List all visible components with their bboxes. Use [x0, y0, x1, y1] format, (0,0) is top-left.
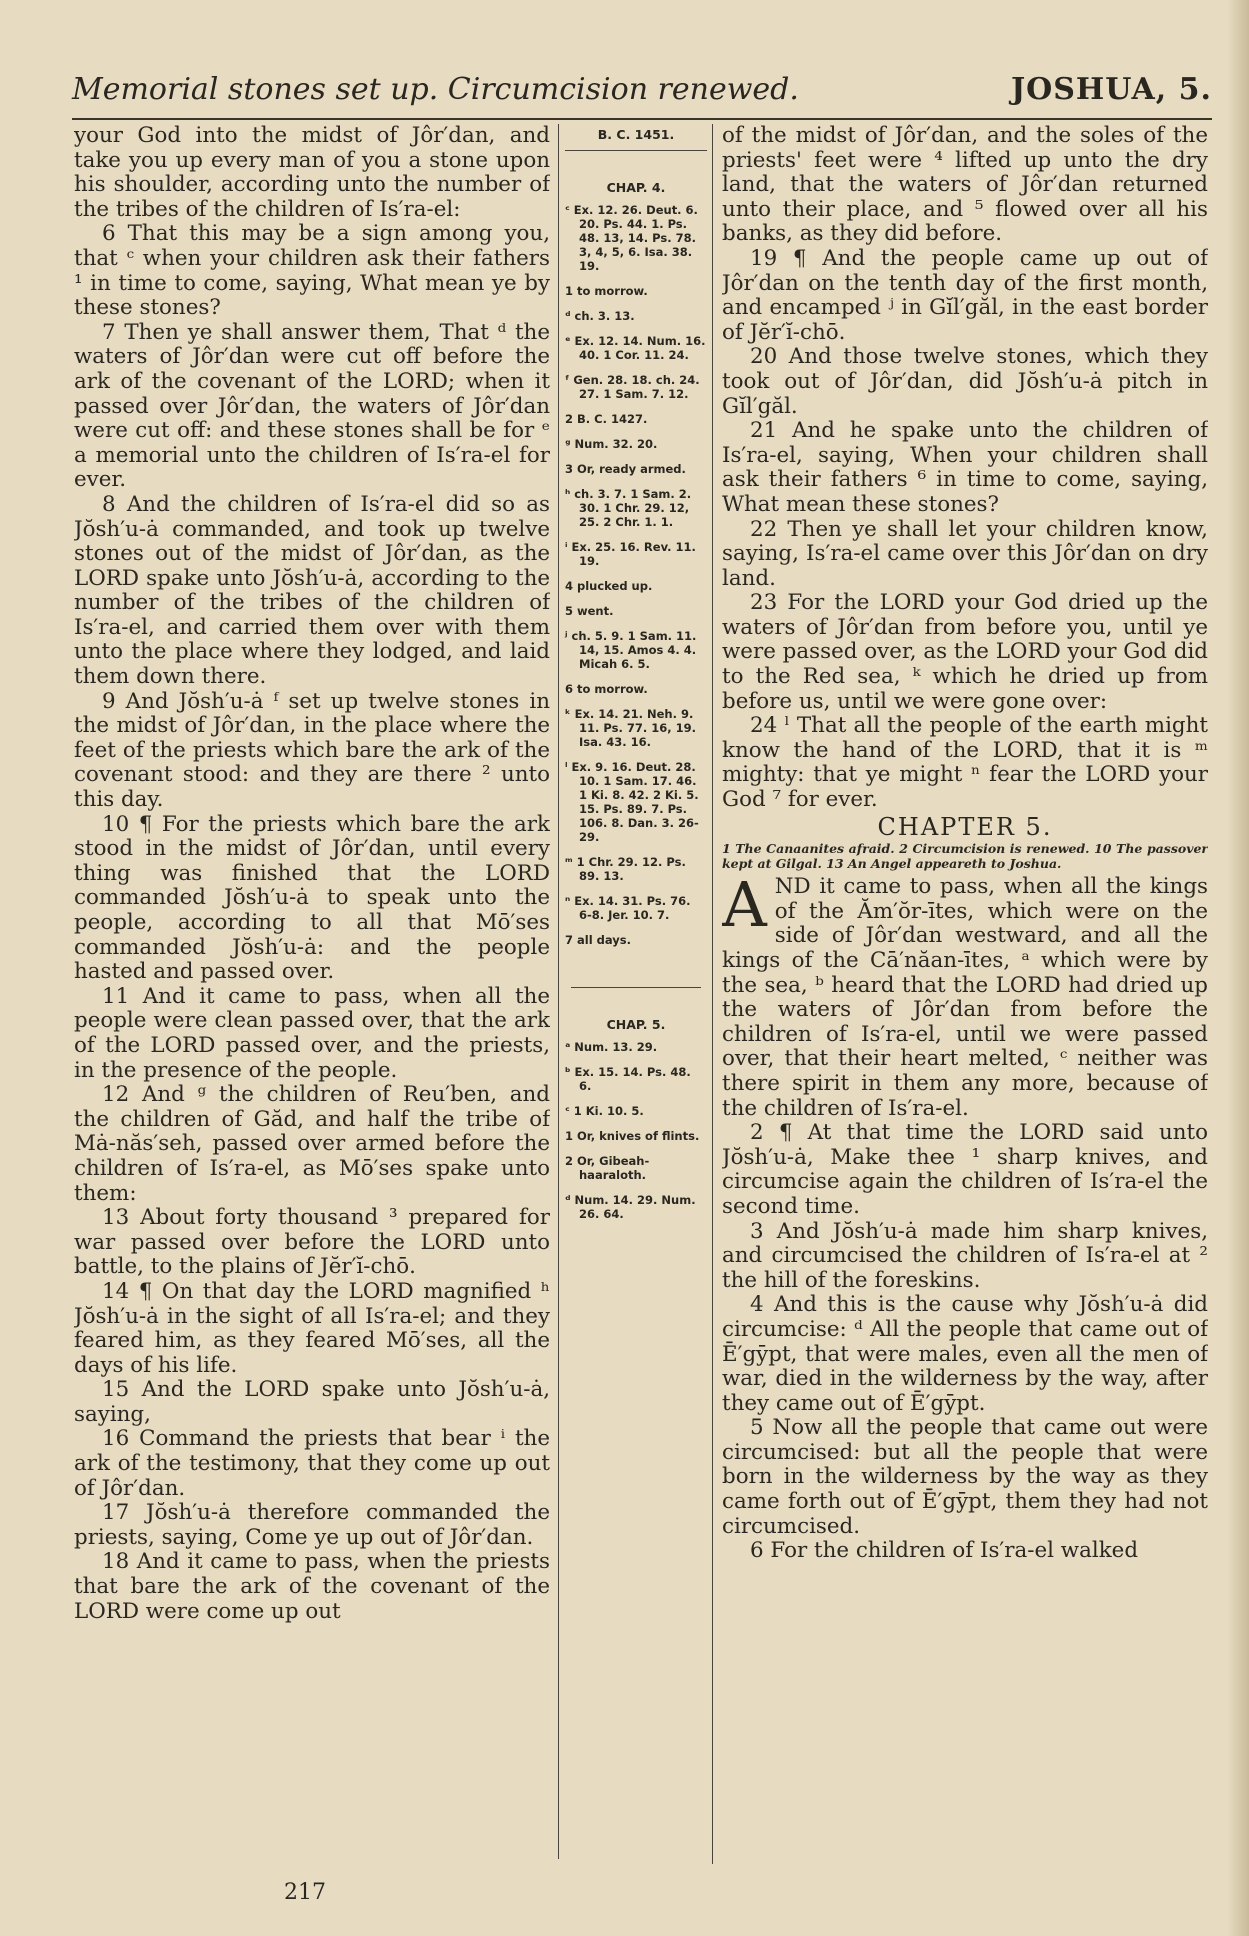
verse-paragraph: 19 ¶ And the people came up out of Jôr′dan on the tenth day of the first month, and encamped ʲ in Gĭl′găl, in the east border of Jĕr′ĭ-chō.: [722, 245, 1208, 345]
verse-paragraph: 20 And those twelve stones, which they took out of Jôr′dan, did Jŏsh′u-ȧ pitch in Gĭl′găl.: [722, 344, 1208, 419]
margin-reference-note: ᵏ Ex. 14. 21. Neh. 9. 11. Ps. 77. 16, 19. Isa. 43. 16.: [565, 707, 696, 749]
margin-reference-note: ᵈ Num. 14. 29. Num. 26. 64.: [565, 1193, 696, 1221]
margin-reference-note: 1 Or, knives of flints.: [565, 1129, 700, 1143]
page-spine-shadow: [1227, 0, 1249, 1936]
drop-cap: A: [722, 868, 767, 942]
chapter-5-summary: 1 The Canaanites afraid. 2 Circumcision is renewed. 10 The passover kept at Gilgal. 13 An Angel appeareth to Joshua.: [722, 841, 1208, 872]
margin-reference-note: ᵉ Ex. 12. 14. Num. 16. 40. 1 Cor. 11. 24.: [565, 334, 706, 362]
verse-paragraph: 13 About forty thousand ³ prepared for war passed over before the LORD unto battle, to the plains of Jĕr′ĭ-chō.: [74, 1205, 550, 1280]
margin-reference-note: ᵈ ch. 3. 13.: [565, 309, 635, 323]
margin-reference-note: 5 went.: [565, 604, 614, 618]
verse-paragraph: ND it came to pass, when all the kings of the Ăm′ŏr-ītes, which were on the side of Jôr′dan westward, and all the kings of the Cā′năan-ītes, ᵃ which were by the sea, ᵇ heard that the LORD had dried up the waters of Jôr′dan from before the children of Is′ra-el, until we were passed over, that their heart melted, ᶜ neither was there spirit in them any more, because of the children of Is′ra-el.: [722, 874, 1208, 1121]
margin-notes-chapter-4: [565, 203, 707, 947]
chapter-5-title: CHAPTER 5.: [877, 812, 1053, 841]
verse-paragraph: 3 And Jŏsh′u-ȧ made him sharp knives, and circumcised the children of Is′ra-el at ² the hill of the foreskins.: [722, 1218, 1208, 1293]
verse-paragraph: 23 For the LORD your God dried up the waters of Jôr′dan from before you, until ye were passed over, as the LORD your God did to the Red sea, ᵏ which he dried up from before us, until we were gone over:: [722, 590, 1208, 714]
verse-paragraph: 11 And it came to pass, when all the people were clean passed over, that the ark of the LORD passed over, and the priests, in the presence of the people.: [74, 983, 550, 1083]
margin-reference-note: 6 to morrow.: [565, 682, 648, 696]
page-number: 217: [284, 1880, 326, 1905]
verse-paragraph: your God into the midst of Jôr′dan, and take you up every man of you a stone upon his shoulder, according unto the number of the tribes of the children of Is′ra-el:: [74, 124, 550, 222]
margin-reference-note: ᵐ 1 Chr. 29. 12. Ps. 89. 13.: [565, 855, 686, 883]
margin-reference-note: 2 Or, Gibeah-haaraloth.: [565, 1154, 650, 1182]
verse-paragraph: 6 That this may be a sign among you, that ᶜ when your children ask their fathers ¹ in time to come, saying, What mean ye by these stones?: [74, 221, 550, 321]
margin-reference-note: ⁿ Ex. 14. 31. Ps. 76. 6-8. Jer. 10. 7.: [565, 894, 691, 922]
verse-paragraph: 24 ˡ That all the people of the earth might know the hand of the LORD, that it is ᵐ mighty: that ye might ⁿ fear the LORD your God ⁷ for ever.: [722, 713, 1208, 813]
margin-divider: [571, 987, 701, 988]
margin-reference-note: ʰ ch. 3. 7. 1 Sam. 2. 30. 1 Chr. 29. 12, 25. 2 Chr. 1. 1.: [565, 487, 692, 529]
margin-chapter-4-heading: CHAP. 4.: [606, 180, 666, 195]
verse-paragraph: 7 Then ye shall answer them, That ᵈ the waters of Jôr′dan were cut off before the ark of the covenant of the LORD; when it passed over Jôr′dan, the waters of Jôr′dan were cut off: and these stones shall be for ᵉ a memorial unto the children of Is′ra-el for ever.: [74, 319, 550, 493]
verse-paragraph: of the midst of Jôr′dan, and the soles of the priests' feet were ⁴ lifted up unto the dry land, that the waters of Jôr′dan returned unto their place, and ⁵ flowed over all his banks, as they did before.: [722, 124, 1208, 247]
verse-paragraph: 6 For the children of Is′ra-el walked: [750, 1538, 1139, 1564]
running-header: [72, 72, 1212, 120]
margin-reference-note: ᶠ Gen. 28. 18. ch. 24. 27. 1 Sam. 7. 12.: [565, 373, 700, 401]
verse-paragraph: 14 ¶ On that day the LORD magnified ʰ Jŏsh′u-ȧ in the sight of all Is′ra-el; and they feared him, as they feared Mō′ses, all the days of his life.: [74, 1278, 550, 1378]
margin-reference-note: 2 B. C. 1427.: [565, 412, 648, 426]
header-left-title: Memorial stones set up. Circumcision renewed.: [72, 72, 799, 107]
margin-reference-note: 7 all days.: [565, 933, 632, 947]
verse-paragraph: 17 Jŏsh′u-ȧ therefore commanded the priests, saying, Come ye up out of Jôr′dan.: [74, 1500, 550, 1550]
verse-paragraph: 2 ¶ At that time the LORD said unto Jŏsh′u-ȧ, Make thee ¹ sharp knives, and circumcise again the children of Is′ra-el the second time.: [722, 1120, 1208, 1219]
verse-paragraph: 5 Now all the people that came out were circumcised: but all the people that were born in the wilderness by the way as they came forth out of Ē′gȳpt, them they had not circumcised.: [722, 1415, 1208, 1539]
reference-margin: [565, 124, 707, 1864]
verse-paragraph: 15 And the LORD spake unto Jŏsh′u-ȧ, saying,: [74, 1377, 550, 1427]
margin-reference-note: 3 Or, ready armed.: [565, 462, 686, 476]
margin-reference-note: ʲ ch. 5. 9. 1 Sam. 11. 14, 15. Amos 4. 4. Micah 6. 5.: [565, 629, 697, 671]
chapter-4-verses: [722, 124, 1208, 813]
verse-paragraph: 10 ¶ For the priests which bare the ark stood in the midst of Jôr′dan, until every thing was finished that the LORD commanded Jŏsh′u-ȧ to speak unto the people, according to all that Mō′ses commanded Jŏsh′u-ȧ: and the people hasted and passed over.: [74, 811, 550, 985]
column-divider-right: [712, 124, 713, 1864]
verse-paragraph: 4 And this is the cause why Jŏsh′u-ȧ did circumcise: ᵈ All the people that came out of Ē′gȳpt, that were males, even all the men of war, died in the wilderness by the way, after they came out of Ē′gȳpt.: [722, 1292, 1208, 1416]
margin-reference-note: 4 plucked up.: [565, 579, 653, 593]
margin-reference-note: ᵃ Num. 13. 29.: [565, 1040, 658, 1054]
chapter-5-opening: [722, 868, 1208, 1564]
verse-paragraph: 9 And Jŏsh′u-ȧ ᶠ set up twelve stones in the midst of Jôr′dan, in the place where the feet of the priests which bare the ark of the covenant stood: and they are there ² unto this day.: [74, 688, 550, 813]
verse-paragraph: 22 Then ye shall let your children know, saying, Is′ra-el came over this Jôr′dan on dry land.: [722, 516, 1208, 591]
margin-reference-note: ᶜ Ex. 12. 26. Deut. 6. 20. Ps. 44. 1. Ps. 48. 13, 14. Ps. 78. 3, 4, 5, 6. Isa. 38. 19.: [565, 203, 698, 273]
margin-reference-note: ᵇ Ex. 15. 14. Ps. 48. 6.: [565, 1065, 691, 1093]
verse-paragraph: 16 Command the priests that bear ⁱ the ark of the testimony, that they come up out of Jôr′dan.: [74, 1426, 550, 1501]
chapter-5-verses: [722, 868, 1208, 1564]
verse-paragraph: 18 And it came to pass, when the priests that bare the ark of the covenant of the LORD were come up out: [74, 1549, 550, 1624]
margin-reference-note: ⁱ Ex. 25. 16. Rev. 11. 19.: [565, 540, 696, 568]
verse-paragraph: 8 And the children of Is′ra-el did so as Jŏsh′u-ȧ commanded, and took up twelve stones out of the midst of Jôr′dan, as the LORD spake unto Jŏsh′u-ȧ, according to the number of the tribes of the children of Is′ra-el, and carried them over with them unto the place where they lodged, and laid them down there.: [74, 491, 550, 690]
column-divider-left: [558, 124, 559, 1859]
verse-paragraph: 12 And ᵍ the children of Reu′ben, and the children of Găd, and half the tribe of Mȧ-năs′seh, passed over armed before the children of Is′ra-el, as Mō′ses spake unto them:: [74, 1082, 550, 1206]
left-text-column: [74, 124, 550, 1844]
margin-reference-note: ˡ Ex. 9. 16. Deut. 28. 10. 1 Sam. 17. 46. 1 Ki. 8. 42. 2 Ki. 5. 15. Ps. 89. 7. Ps. 106. 8. Dan. 3. 26-29.: [565, 760, 699, 844]
margin-chapter-5-heading: CHAP. 5.: [606, 1017, 666, 1032]
verse-paragraph: 21 And he spake unto the children of Is′ra-el, saying, When your children shall ask their fathers ⁶ in time to come, saying, What mean these stones?: [722, 418, 1208, 517]
margin-reference-note: ᶜ 1 Ki. 10. 5.: [565, 1104, 644, 1118]
margin-reference-note: ᵍ Num. 32. 20.: [565, 437, 658, 451]
header-book-chapter: JOSHUA, 5.: [1010, 72, 1212, 107]
right-text-column: [722, 124, 1208, 1862]
margin-date: B. C. 1451.: [565, 124, 707, 151]
margin-notes-chapter-5: [565, 1040, 707, 1221]
margin-reference-note: 1 to morrow.: [565, 284, 648, 298]
